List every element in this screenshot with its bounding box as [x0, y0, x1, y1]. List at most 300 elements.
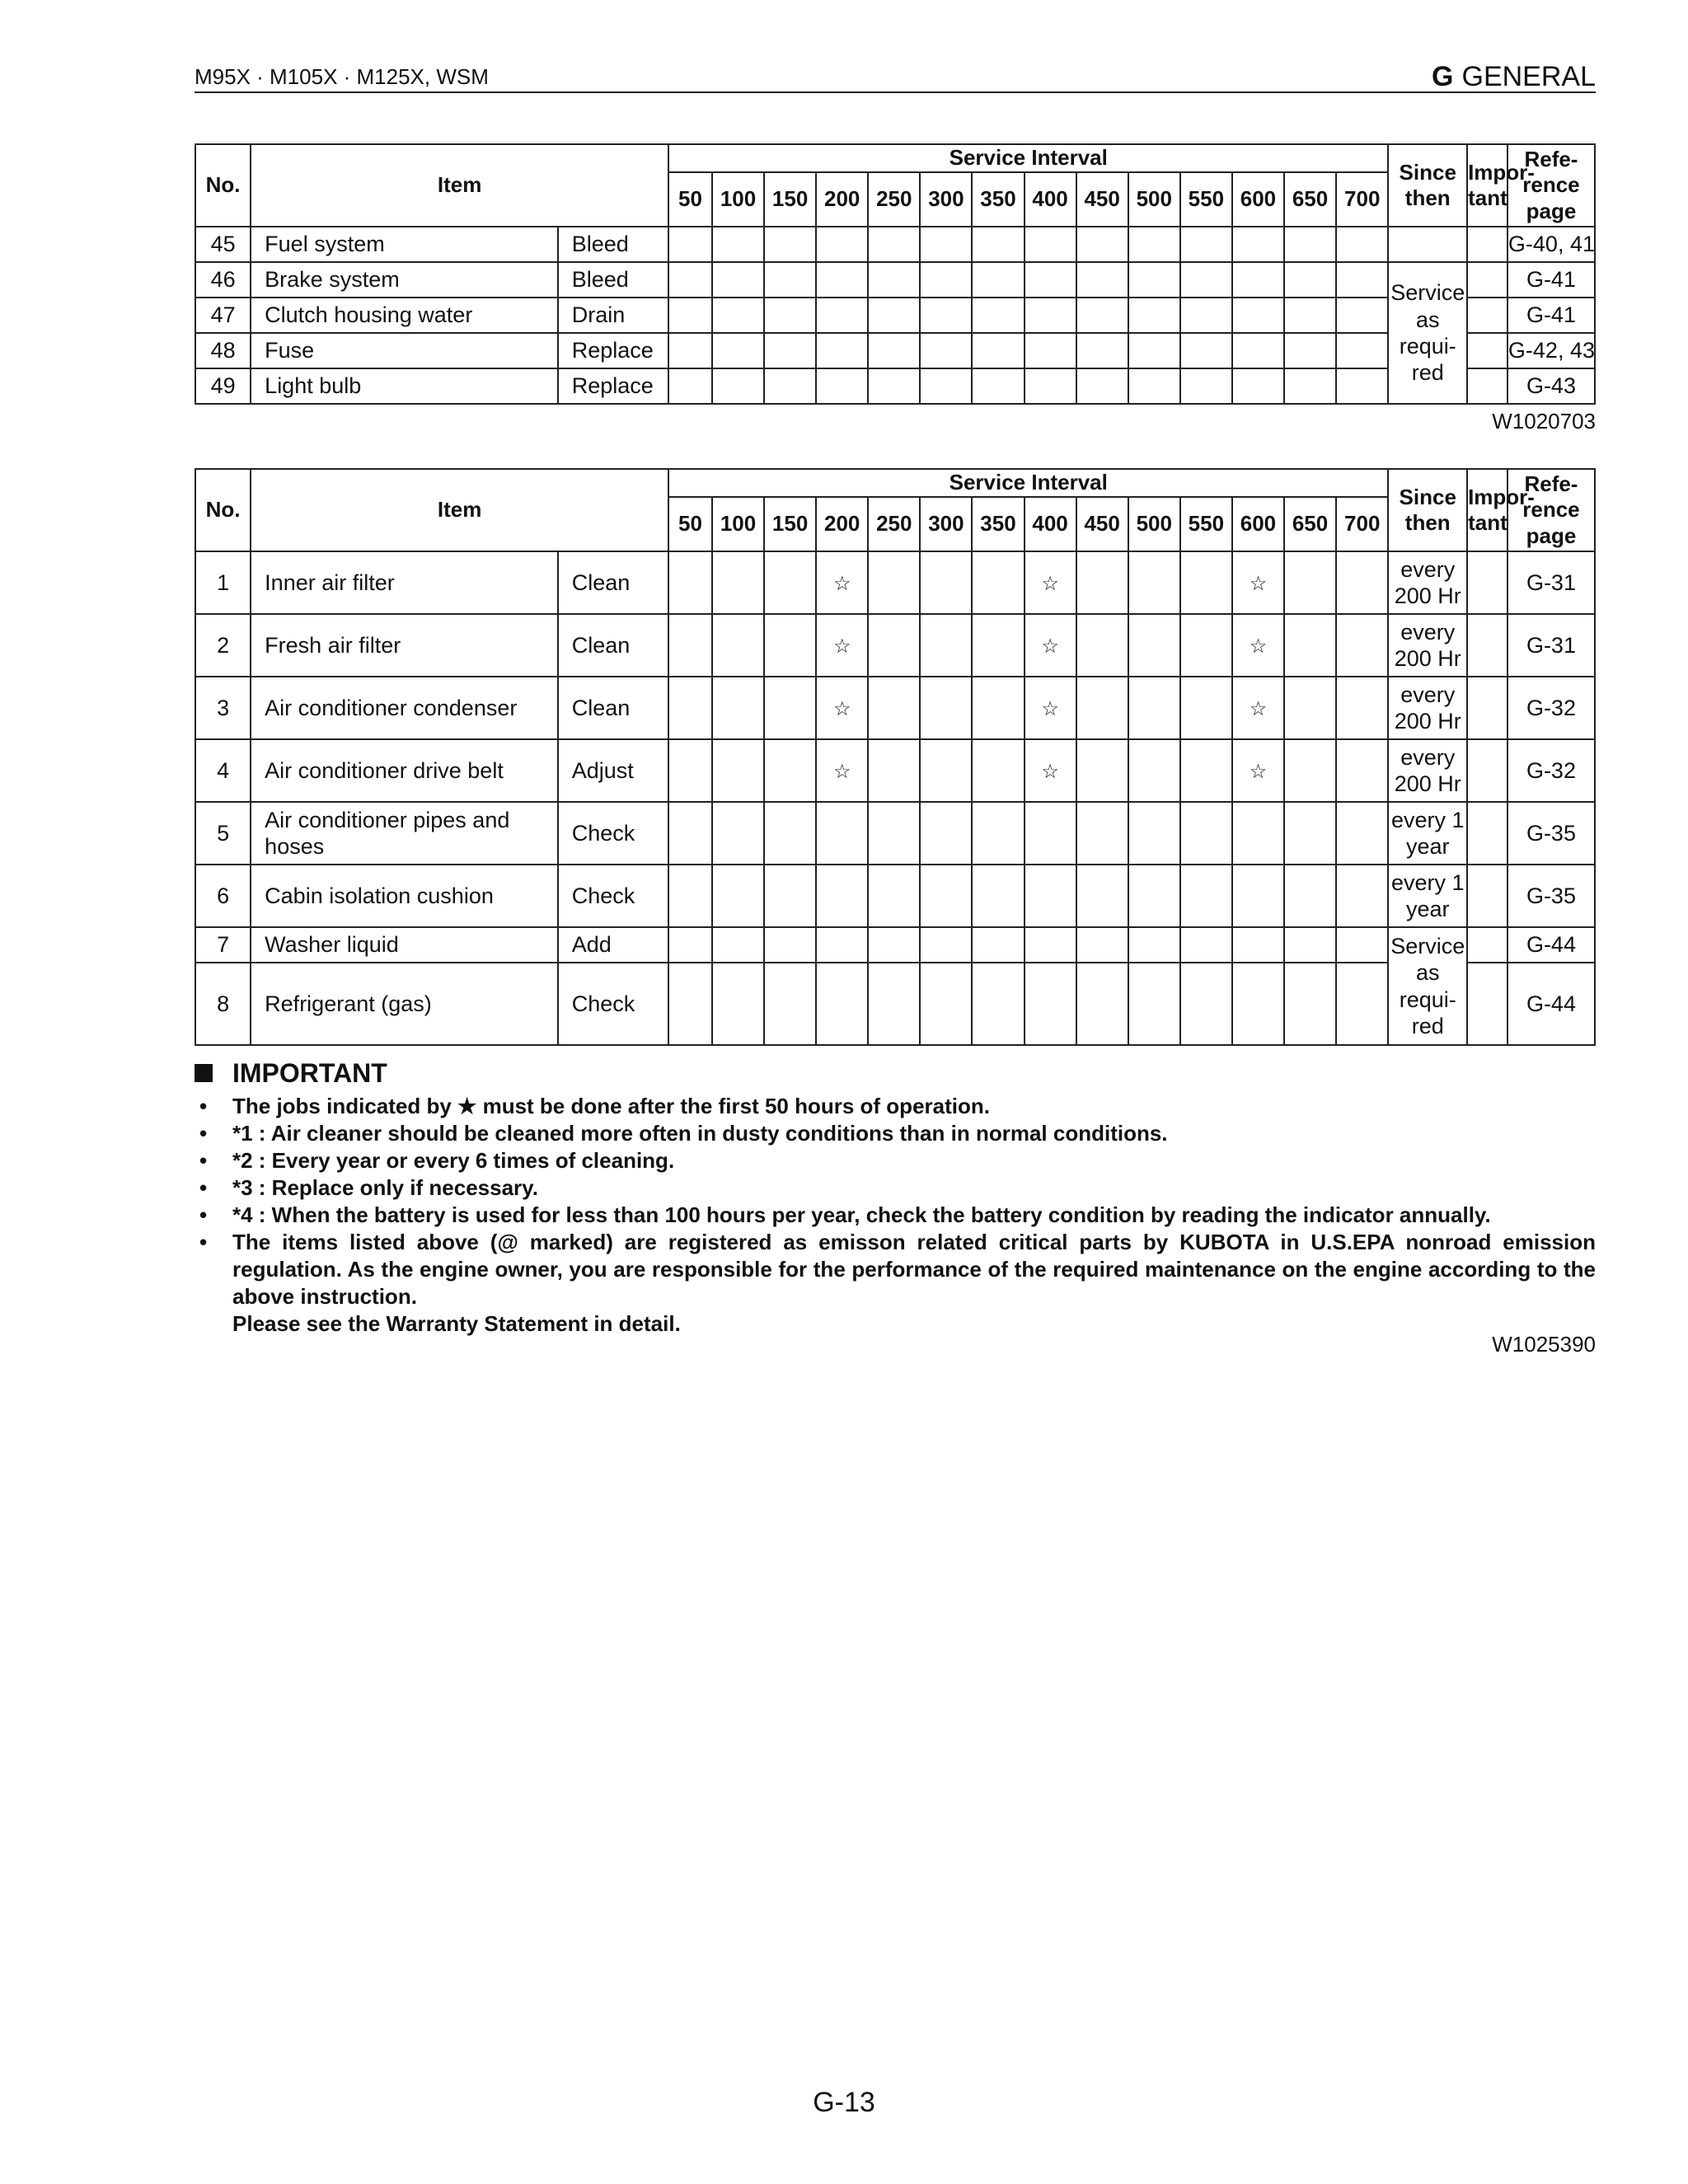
interval-cell-200 — [816, 927, 868, 963]
interval-cell-450 — [1076, 802, 1128, 865]
interval-cell-150 — [764, 739, 816, 802]
interval-cell-150 — [764, 298, 816, 333]
important-header: Impor- tant — [1467, 144, 1507, 227]
important-cell — [1467, 677, 1507, 739]
interval-cell-200 — [816, 262, 868, 298]
hour-header-500: 500 — [1128, 172, 1180, 227]
hour-header-700: 700 — [1336, 172, 1388, 227]
interval-cell-650 — [1284, 333, 1336, 368]
interval-cell-450 — [1076, 333, 1128, 368]
important-cell — [1467, 927, 1507, 963]
important-item — [195, 1202, 1596, 1229]
interval-cell-250 — [868, 677, 920, 739]
row-action: Check — [558, 865, 668, 927]
bullet-icon: • — [199, 1202, 208, 1227]
interval-cell-300 — [920, 614, 972, 677]
reference-page: G-35 — [1507, 865, 1595, 927]
important-cell — [1467, 262, 1507, 298]
reference-page: G-40, 41 — [1507, 227, 1595, 262]
row-item: Air conditioner pipes and hoses — [251, 802, 558, 865]
since-then-cell — [1388, 227, 1467, 262]
interval-cell-50 — [668, 333, 712, 368]
star-outline-icon: ☆ — [1041, 635, 1059, 658]
row-item: Inner air filter — [251, 551, 558, 614]
since-then-service-required: Service as requi- red — [1388, 262, 1467, 404]
hour-header-100: 100 — [712, 172, 764, 227]
row-number: 47 — [195, 298, 251, 333]
interval-cell-100 — [712, 963, 764, 1045]
hour-header-550: 550 — [1180, 172, 1232, 227]
interval-cell-300 — [920, 551, 972, 614]
interval-cell-450 — [1076, 227, 1128, 262]
important-cell — [1467, 298, 1507, 333]
star-outline-icon: ☆ — [1041, 760, 1059, 783]
interval-cell-500 — [1128, 802, 1180, 865]
interval-cell-650 — [1284, 368, 1336, 404]
since-then-cell: every 1 year — [1388, 865, 1467, 927]
interval-cell-650 — [1284, 262, 1336, 298]
table-2-code: W1025390 — [1492, 1332, 1596, 1357]
important-item — [195, 1093, 1596, 1120]
interval-cell-600 — [1232, 614, 1284, 677]
interval-cell-500 — [1128, 927, 1180, 963]
row-item: Washer liquid — [251, 927, 558, 963]
interval-cell-300 — [920, 227, 972, 262]
interval-cell-700 — [1336, 865, 1388, 927]
interval-cell-500 — [1128, 614, 1180, 677]
important-item — [195, 1147, 1596, 1174]
interval-cell-300 — [920, 368, 972, 404]
interval-cell-50 — [668, 927, 712, 963]
interval-cell-350 — [972, 802, 1024, 865]
interval-cell-400 — [1025, 865, 1076, 927]
interval-cell-500 — [1128, 677, 1180, 739]
hour-header-550: 550 — [1180, 497, 1232, 551]
interval-cell-600 — [1232, 227, 1284, 262]
interval-cell-350 — [972, 614, 1024, 677]
interval-cell-550 — [1180, 333, 1232, 368]
interval-cell-300 — [920, 739, 972, 802]
row-number: 8 — [195, 963, 251, 1045]
reference-page: G-42, 43 — [1507, 333, 1595, 368]
interval-cell-450 — [1076, 298, 1128, 333]
star-outline-icon: ☆ — [1041, 697, 1059, 720]
interval-cell-200 — [816, 802, 868, 865]
interval-cell-650 — [1284, 927, 1336, 963]
interval-cell-100 — [712, 865, 764, 927]
interval-cell-400 — [1025, 262, 1076, 298]
interval-cell-200 — [816, 333, 868, 368]
row-item: Fuse — [251, 333, 558, 368]
interval-cell-400 — [1025, 927, 1076, 963]
interval-cell-400 — [1025, 614, 1076, 677]
interval-cell-600 — [1232, 262, 1284, 298]
reference-page: G-44 — [1507, 927, 1595, 963]
row-item: Brake system — [251, 262, 558, 298]
no-header: No. — [195, 144, 251, 227]
header-row — [195, 469, 1595, 497]
interval-cell-250 — [868, 802, 920, 865]
interval-cell-600 — [1232, 739, 1284, 802]
interval-cell-700 — [1336, 333, 1388, 368]
interval-cell-700 — [1336, 262, 1388, 298]
interval-cell-150 — [764, 614, 816, 677]
interval-cell-50 — [668, 739, 712, 802]
interval-cell-700 — [1336, 677, 1388, 739]
since-then-cell: every 1 year — [1388, 802, 1467, 865]
row-action: Adjust — [558, 739, 668, 802]
important-cell — [1467, 368, 1507, 404]
since-then-header: Since then — [1388, 144, 1467, 227]
interval-cell-600 — [1232, 333, 1284, 368]
interval-cell-50 — [668, 865, 712, 927]
interval-cell-250 — [868, 298, 920, 333]
interval-cell-150 — [764, 551, 816, 614]
row-item: Refrigerant (gas) — [251, 963, 558, 1045]
interval-cell-700 — [1336, 802, 1388, 865]
important-cell — [1467, 227, 1507, 262]
star-outline-icon: ☆ — [832, 635, 851, 658]
bullet-icon: • — [199, 1148, 208, 1173]
interval-cell-350 — [972, 677, 1024, 739]
important-item — [195, 1174, 1596, 1202]
interval-cell-50 — [668, 298, 712, 333]
interval-cell-400 — [1025, 802, 1076, 865]
no-header: No. — [195, 469, 251, 551]
important-item-text: The items listed above (@ marked) are registered as emisson related critical parts by KUBOTA in U.S.EPA nonroad emission regulation. As the engine owner, you are responsible for the performance of the required maintenance on the engine according to the above instruction. — [232, 1230, 1596, 1309]
interval-cell-400 — [1025, 551, 1076, 614]
important-cell — [1467, 865, 1507, 927]
hour-header-200: 200 — [816, 172, 868, 227]
row-number: 46 — [195, 262, 251, 298]
interval-cell-500 — [1128, 227, 1180, 262]
interval-cell-500 — [1128, 865, 1180, 927]
interval-cell-500 — [1128, 963, 1180, 1045]
interval-cell-350 — [972, 551, 1024, 614]
interval-cell-600 — [1232, 802, 1284, 865]
interval-cell-100 — [712, 739, 764, 802]
hour-header-500: 500 — [1128, 497, 1180, 551]
interval-cell-450 — [1076, 677, 1128, 739]
since-then-header: Since then — [1388, 469, 1467, 551]
hour-header-600: 600 — [1232, 172, 1284, 227]
warranty-note: Please see the Warranty Statement in detail. — [232, 1311, 681, 1336]
interval-cell-50 — [668, 963, 712, 1045]
table-row — [195, 963, 1595, 1045]
row-action: Bleed — [558, 262, 668, 298]
service-interval-header: Service Interval — [668, 144, 1388, 172]
table-row — [195, 865, 1595, 927]
row-item: Light bulb — [251, 368, 558, 404]
interval-cell-700 — [1336, 614, 1388, 677]
interval-cell-650 — [1284, 677, 1336, 739]
row-number: 45 — [195, 227, 251, 262]
row-action: Replace — [558, 333, 668, 368]
interval-cell-150 — [764, 865, 816, 927]
reference-page: G-35 — [1507, 802, 1595, 865]
interval-cell-700 — [1336, 298, 1388, 333]
page-number: G-13 — [813, 2087, 875, 2118]
interval-cell-250 — [868, 262, 920, 298]
interval-cell-350 — [972, 227, 1024, 262]
important-title: IMPORTANT — [195, 1057, 1596, 1090]
hour-header-200: 200 — [816, 497, 868, 551]
hour-header-250: 250 — [868, 497, 920, 551]
interval-cell-650 — [1284, 298, 1336, 333]
important-cell — [1467, 551, 1507, 614]
interval-cell-100 — [712, 333, 764, 368]
interval-cell-250 — [868, 963, 920, 1045]
interval-cell-650 — [1284, 802, 1336, 865]
interval-cell-500 — [1128, 298, 1180, 333]
interval-cell-100 — [712, 614, 764, 677]
interval-cell-50 — [668, 802, 712, 865]
hour-header-300: 300 — [920, 497, 972, 551]
row-number: 7 — [195, 927, 251, 963]
interval-cell-200 — [816, 614, 868, 677]
interval-cell-550 — [1180, 227, 1232, 262]
interval-cell-50 — [668, 368, 712, 404]
reference-page: G-31 — [1507, 614, 1595, 677]
table-row — [195, 677, 1595, 739]
hour-header-300: 300 — [920, 172, 972, 227]
bullet-icon: • — [199, 1121, 208, 1146]
header-row — [195, 144, 1595, 172]
important-cell — [1467, 802, 1507, 865]
interval-cell-700 — [1336, 739, 1388, 802]
item-header: Item — [251, 144, 668, 227]
star-outline-icon: ☆ — [1249, 697, 1268, 720]
table-row — [195, 262, 1595, 298]
interval-cell-250 — [868, 865, 920, 927]
table-row — [195, 227, 1595, 262]
hour-header-600: 600 — [1232, 497, 1284, 551]
reference-page: G-32 — [1507, 677, 1595, 739]
interval-cell-100 — [712, 927, 764, 963]
reference-page: G-31 — [1507, 551, 1595, 614]
since-then-cell: every 200 Hr — [1388, 614, 1467, 677]
important-item-text: *2 : Every year or every 6 times of cleaning. — [232, 1148, 675, 1173]
table-1-code: W1020703 — [1492, 409, 1596, 434]
hour-header-50: 50 — [668, 497, 712, 551]
important-cell — [1467, 614, 1507, 677]
interval-cell-550 — [1180, 963, 1232, 1045]
table-row — [195, 614, 1595, 677]
interval-cell-350 — [972, 963, 1024, 1045]
interval-cell-550 — [1180, 865, 1232, 927]
hour-header-450: 450 — [1076, 497, 1128, 551]
interval-cell-550 — [1180, 262, 1232, 298]
interval-cell-300 — [920, 802, 972, 865]
interval-cell-100 — [712, 262, 764, 298]
row-number: 2 — [195, 614, 251, 677]
hour-header-650: 650 — [1284, 172, 1336, 227]
interval-cell-150 — [764, 262, 816, 298]
row-number: 5 — [195, 802, 251, 865]
section-name: GENERAL — [1461, 61, 1596, 92]
interval-cell-400 — [1025, 739, 1076, 802]
interval-cell-650 — [1284, 739, 1336, 802]
row-item: Air conditioner condenser — [251, 677, 558, 739]
interval-cell-300 — [920, 262, 972, 298]
table-row — [195, 927, 1595, 963]
interval-cell-600 — [1232, 551, 1284, 614]
interval-cell-250 — [868, 551, 920, 614]
interval-cell-200 — [816, 227, 868, 262]
hour-header-350: 350 — [972, 497, 1024, 551]
interval-cell-550 — [1180, 551, 1232, 614]
interval-cell-450 — [1076, 368, 1128, 404]
interval-cell-350 — [972, 368, 1024, 404]
interval-cell-550 — [1180, 614, 1232, 677]
interval-cell-600 — [1232, 298, 1284, 333]
row-action: Replace — [558, 368, 668, 404]
interval-cell-550 — [1180, 368, 1232, 404]
important-notes — [195, 1057, 1596, 1338]
row-action: Clean — [558, 614, 668, 677]
table-row — [195, 298, 1595, 333]
row-action: Add — [558, 927, 668, 963]
reference-header: Refe- rence page — [1507, 144, 1595, 227]
interval-cell-700 — [1336, 551, 1388, 614]
item-header: Item — [251, 469, 668, 551]
important-list — [195, 1093, 1596, 1310]
interval-cell-300 — [920, 333, 972, 368]
section-header — [1432, 61, 1596, 93]
interval-cell-150 — [764, 927, 816, 963]
interval-cell-50 — [668, 677, 712, 739]
interval-cell-550 — [1180, 298, 1232, 333]
interval-cell-200 — [816, 551, 868, 614]
interval-cell-700 — [1336, 227, 1388, 262]
row-number: 49 — [195, 368, 251, 404]
interval-cell-300 — [920, 298, 972, 333]
interval-cell-600 — [1232, 927, 1284, 963]
since-then-service-required: Service as requi- red — [1388, 927, 1467, 1045]
bullet-icon: • — [199, 1175, 208, 1200]
interval-cell-550 — [1180, 677, 1232, 739]
interval-cell-300 — [920, 963, 972, 1045]
interval-cell-150 — [764, 963, 816, 1045]
interval-cell-300 — [920, 677, 972, 739]
square-bullet-icon — [195, 1064, 213, 1082]
section-letter: G — [1432, 61, 1454, 92]
interval-cell-200 — [816, 298, 868, 333]
interval-cell-450 — [1076, 614, 1128, 677]
row-action: Drain — [558, 298, 668, 333]
row-action: Check — [558, 963, 668, 1045]
reference-page: G-44 — [1507, 963, 1595, 1045]
bullet-icon: • — [199, 1230, 208, 1254]
important-item-text: *4 : When the battery is used for less than 100 hours per year, check the battery condition by reading the indicator annually. — [232, 1202, 1491, 1227]
row-number: 48 — [195, 333, 251, 368]
interval-cell-350 — [972, 333, 1024, 368]
row-action: Clean — [558, 551, 668, 614]
interval-cell-200 — [816, 865, 868, 927]
interval-cell-500 — [1128, 368, 1180, 404]
reference-page: G-41 — [1507, 262, 1595, 298]
interval-cell-150 — [764, 677, 816, 739]
interval-cell-450 — [1076, 739, 1128, 802]
row-item: Air conditioner drive belt — [251, 739, 558, 802]
important-cell — [1467, 739, 1507, 802]
interval-cell-450 — [1076, 262, 1128, 298]
row-action: Check — [558, 802, 668, 865]
row-number: 4 — [195, 739, 251, 802]
interval-cell-200 — [816, 739, 868, 802]
interval-cell-250 — [868, 927, 920, 963]
star-outline-icon: ☆ — [1249, 572, 1268, 595]
interval-cell-600 — [1232, 368, 1284, 404]
interval-cell-100 — [712, 298, 764, 333]
row-action: Clean — [558, 677, 668, 739]
interval-cell-350 — [972, 865, 1024, 927]
interval-cell-450 — [1076, 927, 1128, 963]
interval-cell-250 — [868, 739, 920, 802]
interval-cell-600 — [1232, 865, 1284, 927]
row-item: Clutch housing water — [251, 298, 558, 333]
interval-cell-250 — [868, 227, 920, 262]
hour-header-450: 450 — [1076, 172, 1128, 227]
interval-cell-300 — [920, 865, 972, 927]
interval-cell-100 — [712, 551, 764, 614]
interval-cell-250 — [868, 614, 920, 677]
service-interval-header: Service Interval — [668, 469, 1388, 497]
interval-cell-600 — [1232, 677, 1284, 739]
reference-page: G-32 — [1507, 739, 1595, 802]
table-row — [195, 739, 1595, 802]
star-outline-icon: ☆ — [1249, 635, 1268, 658]
hour-header-400: 400 — [1025, 172, 1076, 227]
interval-cell-350 — [972, 298, 1024, 333]
important-item — [195, 1229, 1596, 1310]
row-item: Cabin isolation cushion — [251, 865, 558, 927]
important-cell — [1467, 333, 1507, 368]
interval-cell-150 — [764, 802, 816, 865]
star-outline-icon: ☆ — [1041, 572, 1059, 595]
interval-cell-250 — [868, 368, 920, 404]
hour-header-400: 400 — [1025, 497, 1076, 551]
service-table-1 — [195, 143, 1596, 405]
hour-header-650: 650 — [1284, 497, 1336, 551]
interval-cell-50 — [668, 551, 712, 614]
interval-cell-550 — [1180, 739, 1232, 802]
interval-cell-700 — [1336, 927, 1388, 963]
important-header: Impor- tant — [1467, 469, 1507, 551]
important-item-text: The jobs indicated by ★ must be done after the first 50 hours of operation. — [232, 1094, 990, 1118]
interval-cell-450 — [1076, 963, 1128, 1045]
row-number: 1 — [195, 551, 251, 614]
interval-cell-150 — [764, 333, 816, 368]
interval-cell-650 — [1284, 963, 1336, 1045]
interval-cell-650 — [1284, 551, 1336, 614]
header-rule — [195, 91, 1596, 93]
hour-header-700: 700 — [1336, 497, 1388, 551]
interval-cell-700 — [1336, 368, 1388, 404]
star-outline-icon: ☆ — [1249, 760, 1268, 783]
important-item-text: *1 : Air cleaner should be cleaned more often in dusty conditions than in normal conditions. — [232, 1121, 1168, 1146]
interval-cell-700 — [1336, 963, 1388, 1045]
interval-cell-50 — [668, 262, 712, 298]
interval-cell-650 — [1284, 227, 1336, 262]
interval-cell-50 — [668, 227, 712, 262]
table-row — [195, 368, 1595, 404]
row-action: Bleed — [558, 227, 668, 262]
important-cell — [1467, 963, 1507, 1045]
interval-cell-550 — [1180, 927, 1232, 963]
interval-cell-500 — [1128, 262, 1180, 298]
row-number: 6 — [195, 865, 251, 927]
